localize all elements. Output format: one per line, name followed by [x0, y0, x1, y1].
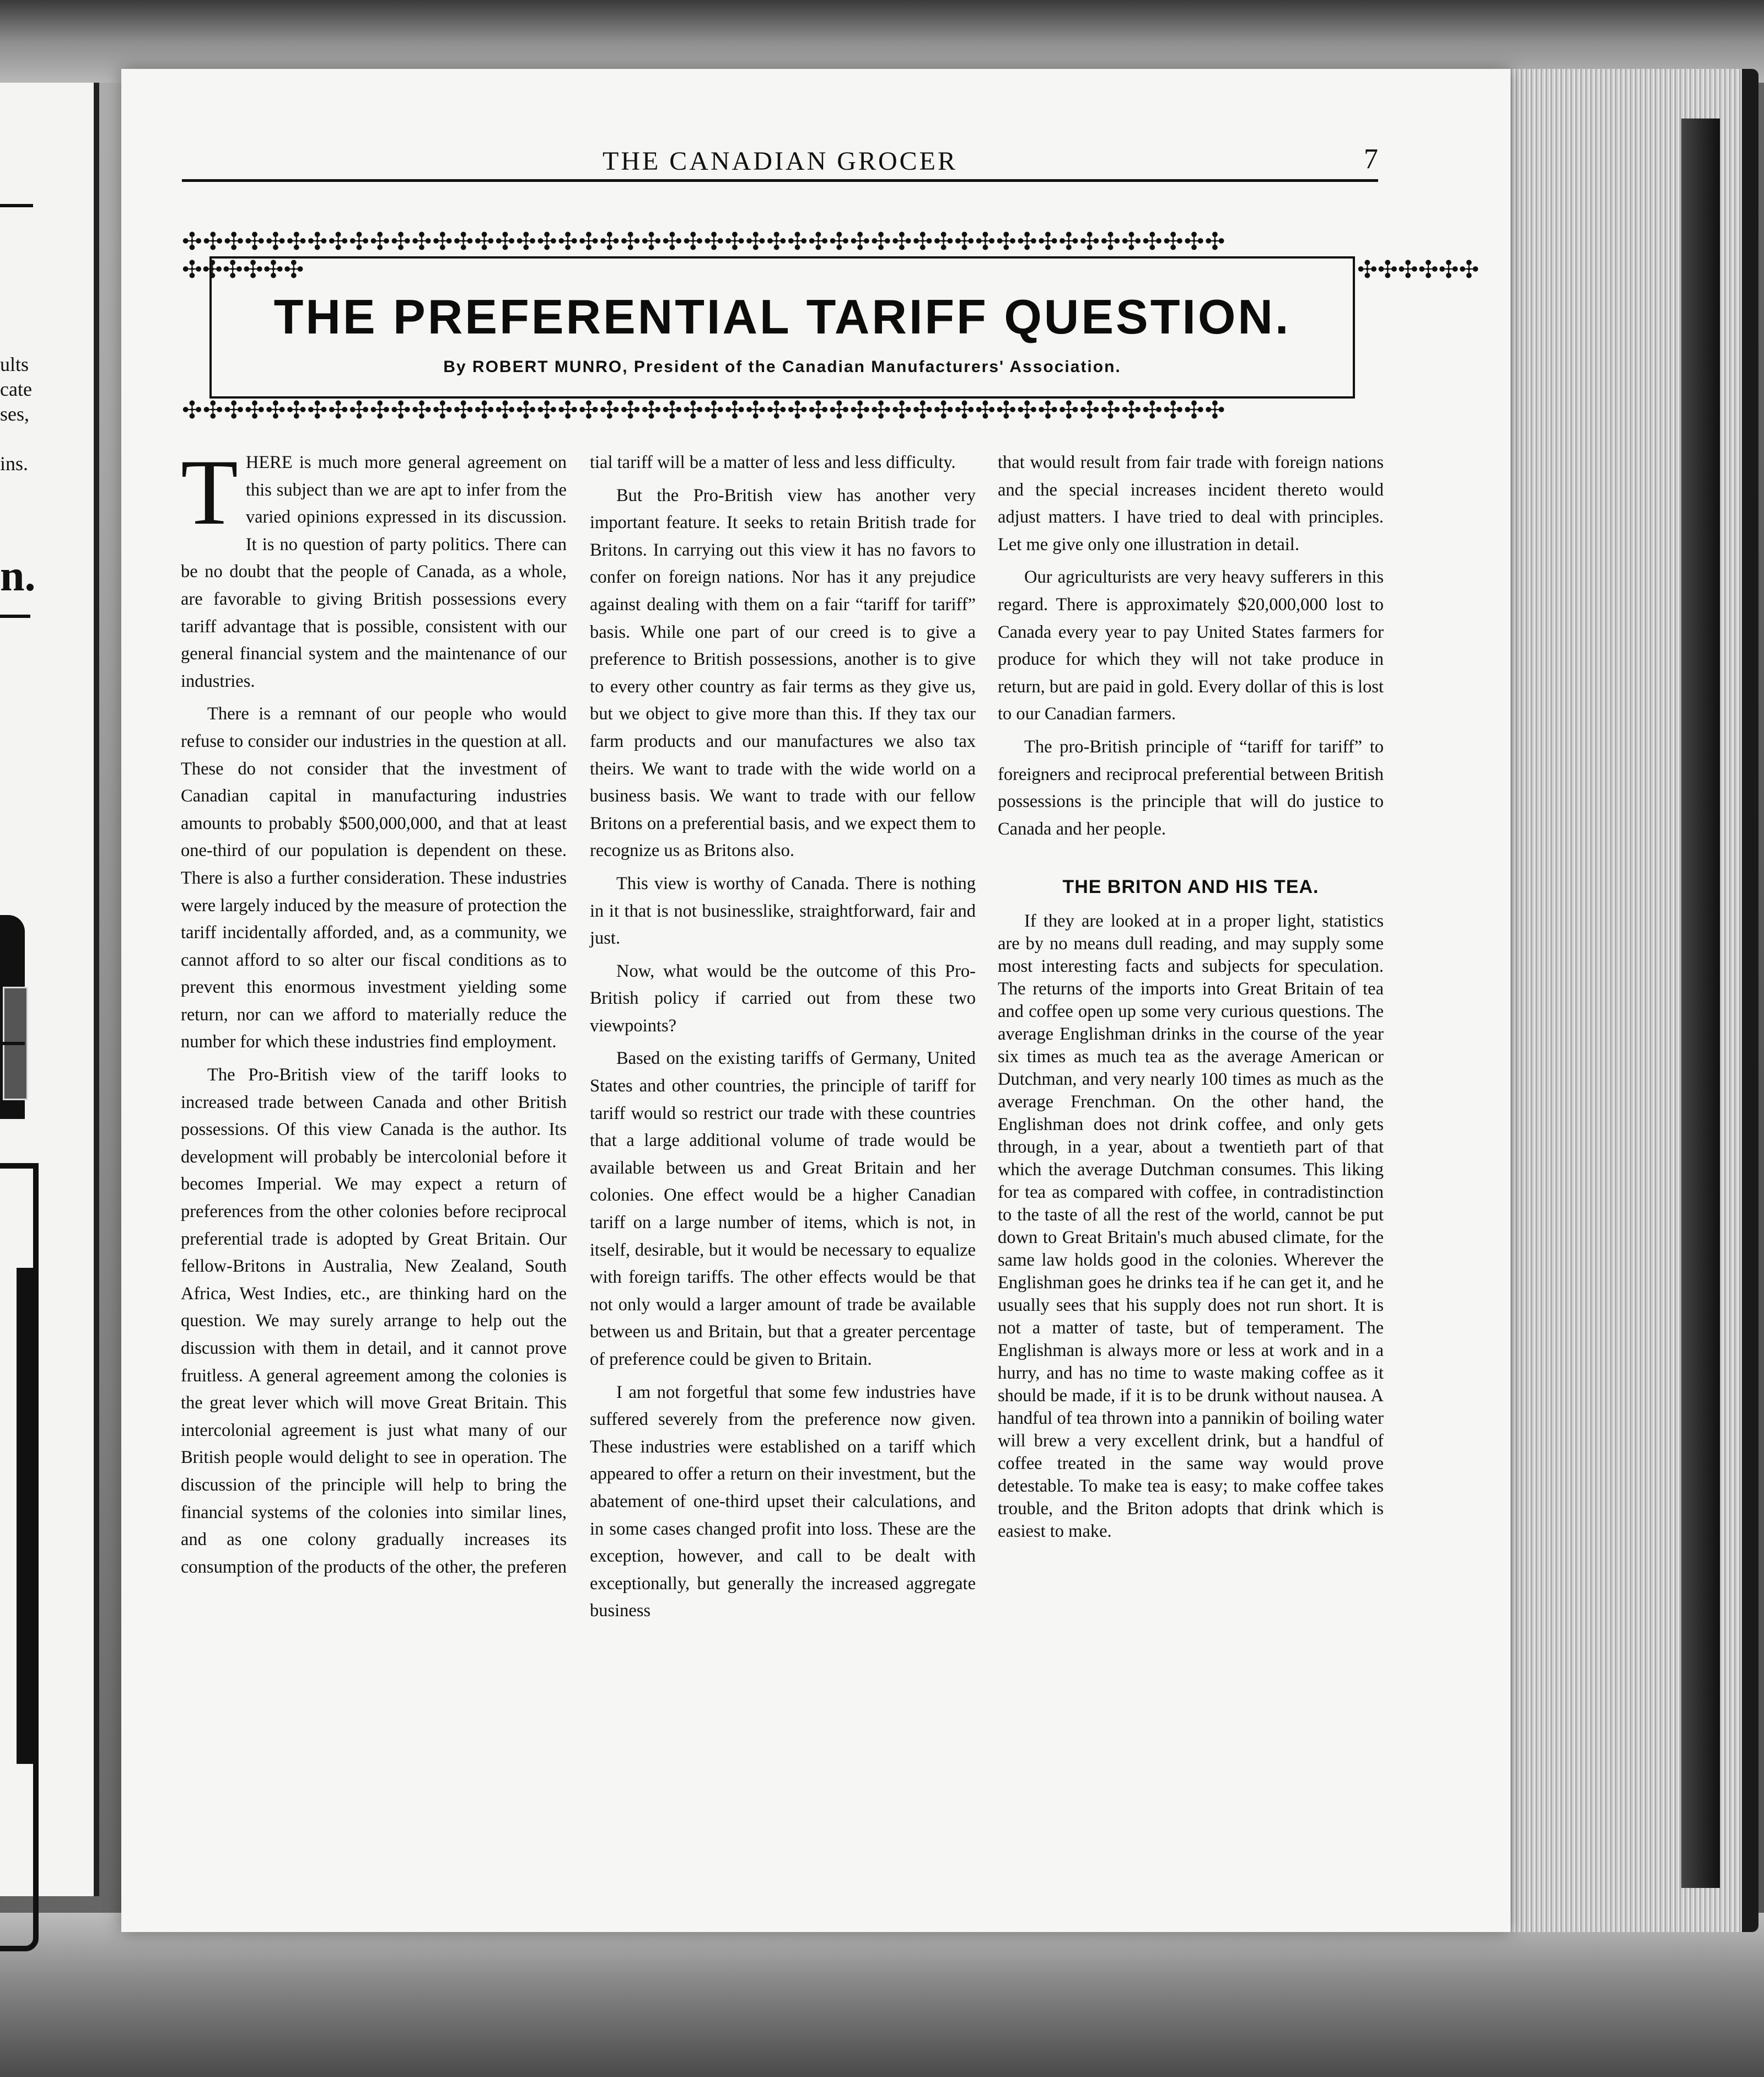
left-page-rule — [0, 204, 33, 207]
paragraph: Based on the existing tariffs of Germany, United States and other countries, the principle of tariff for tariff would so restrict our trade with these countries that a large additional volume of trade would be available between us and Great Britain and her colonies. One effect would be a higher Canadian tariff on a large number of items, which is not, in itself, desirable, but it would be necessary to equalize with foreign tariffs. The other effects would be that not only would a larger amount of trade be available between us and Britain, but that a greater percentage of preference could be given to Britain. — [590, 1048, 976, 1369]
page-number: 7 — [1364, 143, 1378, 175]
book-cover-shadow — [1681, 119, 1720, 1888]
left-page-fragment: ins. — [0, 453, 29, 475]
left-page-fragment: ses, — [0, 403, 29, 425]
ornament-border-bottom: ✣✣✣✣✣✣✣✣✣✣✣✣✣✣✣✣✣✣✣✣✣✣✣✣✣✣✣✣✣✣✣✣✣✣✣✣✣✣✣✣✣✣✣✣✣✣✣✣✣✣ — [182, 397, 1226, 424]
newspaper-page — [121, 69, 1510, 1932]
left-facing-page — [0, 83, 99, 1896]
paragraph: The pro-British principle of “tariff for tariff” to foreigners and reciprocal preferential between British possessions is the principle that will do justice to Canada and her people. — [998, 736, 1384, 839]
section-heading: THE BRITON AND HIS TEA. — [1062, 876, 1319, 898]
paragraph: Our agriculturists are very heavy sufferers in this regard. There is approximately $20,000,000 lost to Canada every year to pay United States farmers for produce for which they will not take produce in return, but are paid in gold. Every dollar of this is lost to our Canadian farmers. — [998, 567, 1384, 724]
scan-bottom-edge — [0, 1913, 1764, 2077]
text-column-3 — [998, 449, 1384, 1543]
ornament-border-right: ✣✣✣✣✣✣ — [1357, 256, 1480, 283]
paragraph: But the Pro-British view has another very important feature. It seeks to retain British trade for Britons. In carrying out this view it has no favors to confer on foreign nations. Nor has it any prejudice against dealing with them on a fair “tariff for tariff” basis. While one part of our creed is to give a preference to British possessions, another is to give to every other country as fair terms as they give us, but we object to give more than this. If they tax our farm products and our manufactures we also tax theirs. We want to trade with the wide world on a business basis. We want to trade with our fellow Britons on a preferential basis, and we expect them to recognize us as Britons also. — [590, 485, 976, 861]
left-page-fragment: cate — [0, 378, 32, 400]
ornament-border-left: ✣✣✣✣✣✣ — [182, 256, 304, 283]
paragraph-continued: tial tariff will be a matter of less and less difficulty. — [590, 453, 956, 472]
drop-cap: T — [181, 440, 238, 544]
ornament-border-top: ✣✣✣✣✣✣✣✣✣✣✣✣✣✣✣✣✣✣✣✣✣✣✣✣✣✣✣✣✣✣✣✣✣✣✣✣✣✣✣✣✣✣✣✣✣✣✣✣✣✣ — [182, 228, 1226, 255]
running-header — [182, 143, 1378, 182]
publication-title: THE CANADIAN GROCER — [603, 147, 958, 176]
article-byline: By ROBERT MUNRO, President of the Canadian Manufacturers' Association. — [443, 358, 1121, 376]
paragraph: I am not forgetful that some few industries have suffered severely from the preference now given. These industries were established on a tariff which appeared to offer a return on their investment, but the abatement of one-third upset their calculations, and in some cases changed profit into loss. These are the exception, however, and call to be dealt with exceptionally, but generally the increased aggregate business — [590, 1382, 976, 1621]
left-page-rule — [0, 615, 30, 618]
paragraph: There is a remnant of our people who would refuse to consider our industries in the question at all. These do not consider that the investment of Canadian capital in manufacturing industries amounts to probably $500,000,000, and that at least one-third of our population is dependent on these. There is also a further consideration. These industries were largely induced by the measure of protection the tariff incidentally afforded, and, as a community, we cannot afford to so alter our fiscal conditions as to prevent this enormous investment yielding some return, nor can we afford to materially reduce the number for which these industries find employment. — [181, 704, 567, 1052]
advertisement-frame-inner — [0, 1268, 33, 1764]
paragraph: If they are looked at in a proper light, statistics are by no means dull reading, and may supply some most interesting facts and subjects for speculation. The returns of the imports into Great Britain of tea and coffee open up some very curious questions. The average Englishman drinks in the course of the year six times as much tea as the average American or Dutchman, and very nearly 100 times as much as the average Frenchman. On the other hand, the Englishman does not drink coffee, and only gets through, in a year, about a twentieth part of that which the average Dutchman consumes. This liking for tea as compared with coffee, in contradistinction to the taste of all the rest of the world, cannot be put down to Great Britain's much abused climate, for the same law holds good in the colonies. Wherever the Englishman goes he drinks tea if he can get it, and he usually sees that his supply does not run short. It is not a matter of taste, but of temperament. The Englishman is always more or less at work and in a hurry, and has no time to waste making coffee as it should be made, if it is to be drunk without nausea. A handful of tea thrown into a pannikin of boiling water will brew a very excellent drink, but a handful of coffee treated in the same way would prove detestable. To make tea is easy; to make coffee takes trouble, and the Briton adopts that drink which is easiest to make. — [998, 911, 1384, 1541]
left-page-fragment: ults — [0, 353, 29, 375]
article-title: THE PREFERENTIAL TARIFF QUESTION. — [273, 289, 1291, 344]
title-inner-frame — [209, 256, 1355, 399]
paragraph-continued: that would result from fair trade with foreign nations and the special increases incident thereto would adjust matters. I have tried to deal with principles. Let me give only one illustration in detail. — [998, 453, 1384, 555]
left-page-large-fragment: n. — [0, 552, 36, 600]
article-title-box — [182, 228, 1480, 427]
text-column-2 — [590, 449, 976, 1625]
paragraph-text: HERE is much more general agreement on this subject than we are apt to infer from the varied opinions expressed in its discussion. It is no question of party politics. There can be no doubt that the people of Canada, as a whole, are favorable to giving British possessions every tariff advantage that is possible, consistent with our general financial system and the maintenance of our industries. — [181, 453, 567, 691]
paragraph — [181, 440, 567, 695]
left-page-rule — [0, 1042, 25, 1045]
paragraph: Now, what would be the outcome of this Pro-British policy if carried out from these two viewpoints? — [590, 961, 976, 1036]
paragraph: This view is worthy of Canada. There is nothing in it that is not businesslike, straightforward, fair and just. — [590, 873, 976, 949]
paragraph: The Pro-British view of the tariff looks to increased trade between Canada and other British possessions. Of this view Canada is the author. Its development will probably be intercolonial before it becomes Imperial. We may expect a return of preferences from the other colonies before reciprocal preferential trade is adopted by Great Britain. Our fellow-Britons in Australia, New Zealand, South Africa, West Indies, etc., are thinking hard on the question. We may surely arrange to help out the discussion with them in detail, and it cannot prove fruitless. A general agreement among the colonies is the great lever which will move Great Britain. This intercolonial agreement is just what many of our British people would delight to see in operation. The discussion of the principle will help to bring the financial systems of the colonies into similar lines, and as one colony gradually increases its consumption of the products of the other, the preferen — [181, 1065, 567, 1577]
text-column-1 — [181, 440, 567, 1581]
